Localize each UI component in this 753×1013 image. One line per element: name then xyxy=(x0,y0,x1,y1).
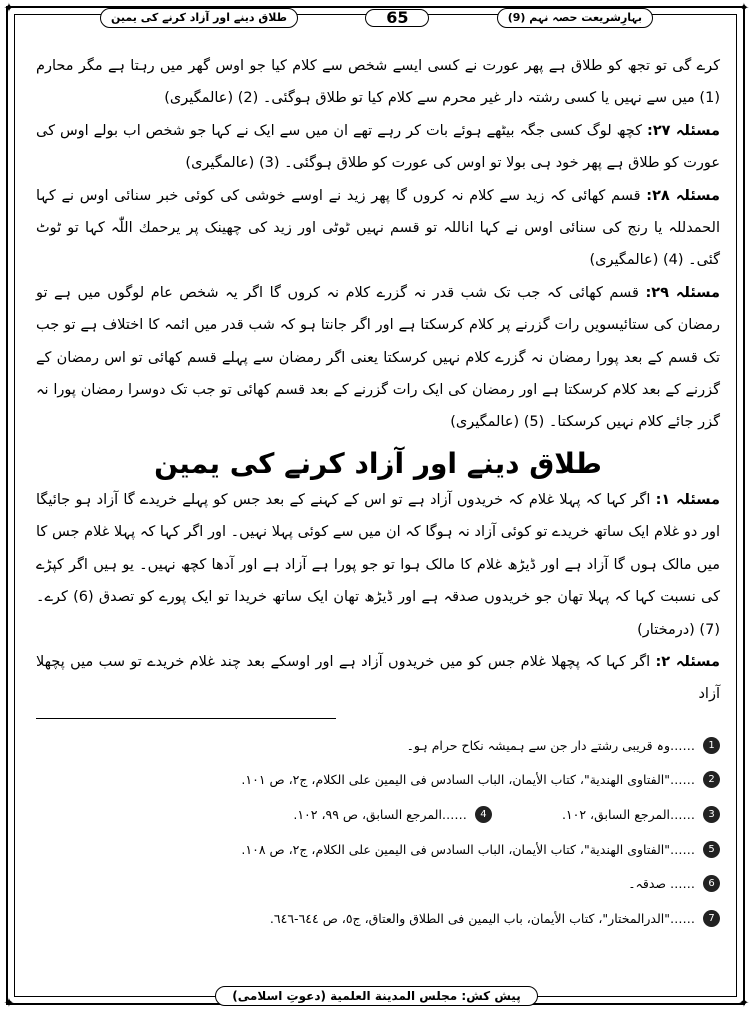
paragraph xyxy=(36,277,720,439)
paragraph xyxy=(36,180,720,277)
footnote-number: 1 xyxy=(703,737,720,754)
paragraph xyxy=(36,115,720,180)
corner-ornament-icon: ✦ xyxy=(3,996,15,1011)
footnote xyxy=(293,806,492,823)
footnote-number: 4 xyxy=(475,806,492,823)
footnote-number: 7 xyxy=(703,910,720,927)
paragraph xyxy=(36,646,720,711)
section-heading: طلاق دینے اور آزاد کرنے کی یمین xyxy=(154,446,602,480)
paragraph-text: کرے گی تو تجھ کو طلاق ہے پھر عورت نے کسی ایسے شخص سے کلام کیا جو اوس گھر میں رہتا ہے مگر محارم (1) میں سے نہیں یا کسی رشتہ دار غیر محرم سے کلام کیا تو طلاق ہوگئی۔ (2) (عالمگیری) xyxy=(36,58,720,107)
footnote-text: ……وہ قریبی رشتے دار جن سے ہمیشہ نکاح حرام ہو۔ xyxy=(406,737,695,753)
page-header xyxy=(100,8,653,28)
footnotes xyxy=(36,728,720,936)
chapter-title: طلاق دینے اور آزاد کرنے کی یمین xyxy=(100,8,298,28)
footnote xyxy=(562,806,720,823)
paragraph xyxy=(36,50,720,115)
footnote-text: ……المرجع السابق، ١٠٢. xyxy=(561,806,695,822)
footnote-text: ……"الفتاوی الهندية"، كتاب الأيمان، الباب السادس فی اليمين على الكلام، ج٢، ص ١٠٨. xyxy=(241,841,695,857)
page-footer xyxy=(0,985,753,1006)
footnote-number: 5 xyxy=(703,841,720,858)
footnote xyxy=(36,763,720,798)
corner-ornament-icon: ✦ xyxy=(738,1,750,16)
footnote-text: …… صدقہ۔ xyxy=(628,876,695,892)
paragraph-text: قسم کھائی کہ جب تک شب قدر نہ گزرے کلام نہ کروں گا اگر یہ شخص عام لوگوں میں ہے تو رمضان کی ستائیسویں رات گزرنے پر کلام کرسکتا ہے اور اگر جانتا ہو کہ شب قدر میں ائمہ کا اختلاف ہے تو جب تک قسم کے بعد پورا رمضان نہ گزرے کلام نہیں کرسکتا یعنی اگر رمضان سے پہلے قسم کھائی تو اس رمضان کے گزرنے کے بعد کلام کرسکتا ہے اور رمضان کی ایک رات گزرنے کے بعد قسم کھائی تو جب تک دوسرا رمضان پورا نہ گزر جائے کلام نہیں کرسکتا۔ (5) (عالمگیری) xyxy=(36,284,720,431)
footnote-number: 6 xyxy=(703,875,720,892)
masala-label: مسئلہ ۲۸: xyxy=(646,187,720,204)
footnote xyxy=(36,728,720,763)
footnote-text: ……"الفتاوی الهندية"، كتاب الأيمان، الباب السادس فی اليمين على الكلام، ج٢، ص ١٠١. xyxy=(241,772,695,788)
footnote-number: 2 xyxy=(703,771,720,788)
masala-label: مسئلہ ۱: xyxy=(655,491,721,508)
paragraph xyxy=(36,484,720,646)
footnote xyxy=(36,866,720,901)
main-text xyxy=(36,50,720,711)
publisher-credit: پیش کش: مجلس المدينة العلمية (دعوتِ اسلامی) xyxy=(215,986,537,1006)
footnote xyxy=(36,901,720,936)
corner-ornament-icon: ✦ xyxy=(3,1,15,16)
footnote xyxy=(36,832,720,867)
paragraph-text: اگر کہا کہ پچھلا غلام جس کو میں خریدوں آزاد ہے اور اوسکے بعد چند غلام خریدے تو سب میں پچھلا آزاد xyxy=(36,653,720,703)
footnote-text: ……المرجع السابق، ص ٩٩، ١٠٢. xyxy=(293,806,467,822)
masala-label: مسئلہ ۲۷: xyxy=(647,122,720,139)
footnote-number: 3 xyxy=(703,806,720,823)
masala-label: مسئلہ ۲۹: xyxy=(645,284,720,301)
paragraph-text: اگر کہا کہ پہلا غلام کہ خریدوں آزاد ہے تو اس کے کہنے کے بعد جس کو پہلے خریدے گا آزاد ہو جائیگا اور دو غلام ایک ساتھ خریدے تو کوئی آزاد نہ ہوگا کہ ان میں سے کوئی پہلا نہیں۔ اور اگر کہا کہ پہلا غلام جس کا میں مالک ہوں گا آزاد ہے اور ڈیڑھ غلام کا مالک ہوا تو جو پورا ہے آزاد ہے اور آدھا کچھ نہیں۔ یو ہیں اگر کپڑے کی نسبت کہا کہ پہلا تھان جو خریدوں صدقہ ہے اور ڈیڑھ تھان ایک ساتھ خریدا تو ایک پورے کو تصدق (6) کرے۔ (7) (درمختار) xyxy=(36,491,721,638)
paragraph-text: قسم کھائی کہ زید سے کلام نہ کروں گا پھر زید نے اوسے خوشی کی کوئی خبر سنائی اوس نے کہا الحمدللہ یا رنج کی سنائی اوس نے کہا اناللہ تو قسم نہیں ٹوٹی اور زید کی چھینک پر یرحمك اللّٰہ کہا تو ٹوٹ گئی۔ (4) (عالمگیری) xyxy=(36,187,720,269)
footnote-separator xyxy=(36,718,336,719)
page-number: 65 xyxy=(365,9,429,27)
masala-label: مسئلہ ۲: xyxy=(655,653,720,670)
book-title: بہارِشریعت حصہ نہم (9) xyxy=(497,8,653,28)
paragraph-text: کچھ لوگ کسی جگہ بیٹھے ہوئے بات کر رہے تھے ان میں سے ایک نے کہا جو شخص اب بولے اوس کی عورت کو طلاق ہے پھر خود ہی بولا تو اوس کی عورت کو طلاق ہوگئی۔ (3) (عالمگیری) xyxy=(36,122,720,172)
footnote-pair xyxy=(36,797,720,832)
corner-ornament-icon: ✦ xyxy=(738,996,750,1011)
footnote-text: ……"الدرالمختار"، كتاب الأيمان، باب اليمين فی الطلاق والعتاق، ج٥، ص ٦٤٤-٦٤٦. xyxy=(269,910,695,926)
